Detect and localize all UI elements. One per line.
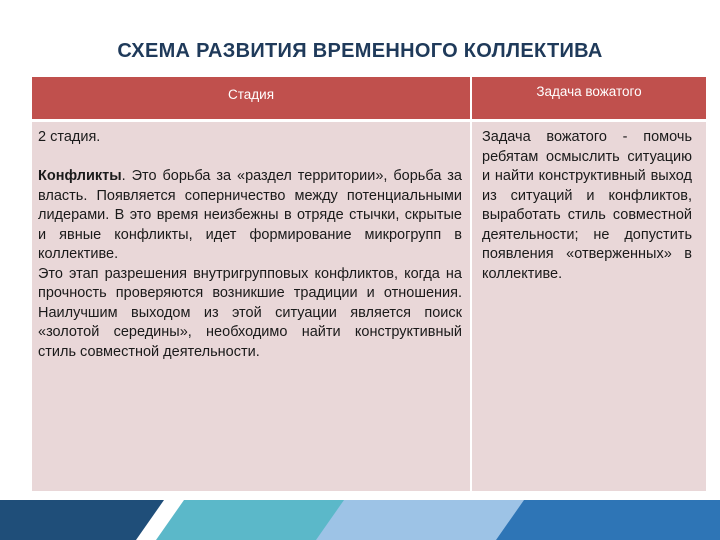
stage-cell bbox=[32, 122, 472, 491]
stage-label: 2 стадия. bbox=[38, 129, 101, 145]
stage-text-2: Это этап разрешения внутригрупповых конфликтов, когда на прочность проверяются возникшие традиции и отношения. Наилучшим выходом из этой ситуации является поиск «золотой середины», необходимо найти конструктивный стиль совместной деятельности. bbox=[38, 265, 462, 360]
task-cell bbox=[472, 122, 706, 491]
stripe-mid bbox=[496, 500, 720, 540]
stage-term: Конфликты bbox=[38, 168, 122, 184]
decorative-stripes bbox=[0, 500, 720, 540]
stage-text-1: . Это борьба за «раздел территории», борьба за власть. Появляется соперничество между потенциальными лидерами. В это время неизбежны в отряде стычки, скрытые и явные конфликты, идет формирование микрогрупп в коллективе. bbox=[38, 168, 462, 262]
task-text: Задача вожатого - помочь ребятам осмыслить ситуацию и найти конструктивный выход из ситуаций и конфликтов, выработать стиль совместной деятельности; не допустить появления «отверженных» в коллективе. bbox=[482, 129, 692, 282]
development-table bbox=[32, 77, 706, 491]
stage-description bbox=[38, 167, 462, 265]
header-task: Задача вожатого bbox=[472, 77, 706, 122]
header-stage: Стадия bbox=[32, 77, 472, 122]
slide-title: СХЕМА РАЗВИТИЯ ВРЕМЕННОГО КОЛЛЕКТИВА bbox=[117, 40, 603, 62]
